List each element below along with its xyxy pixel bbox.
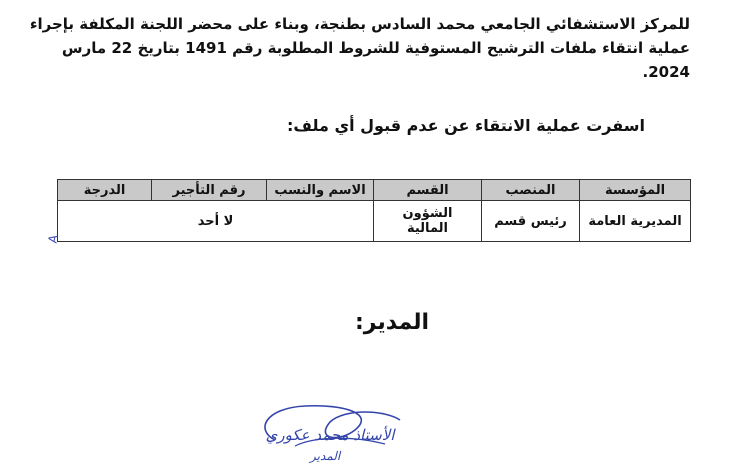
cell-department: الشؤون المالية [374, 201, 482, 242]
paragraph-line-3: 2024. [642, 63, 690, 81]
header-position: المنصب [482, 180, 580, 201]
paragraph-line-2: عملية انتقاء ملفات الترشيح المستوفية للشروط المطلوبة رقم 1491 بتاريخ 22 مارس [61, 39, 690, 57]
header-payroll-number: رقم التأجير [152, 180, 267, 201]
cell-position: رئيس قسم [482, 201, 580, 242]
header-grade: الدرجة [58, 180, 152, 201]
body-paragraph [29, 12, 690, 84]
outcome-heading: اسفرت عملية الانتقاء عن عدم قبول أي ملف: [286, 116, 645, 135]
cell-institution: المديرية العامة [580, 201, 691, 242]
signature-name: الأستاذ محمد عكوري [265, 426, 395, 444]
table-row [58, 201, 691, 242]
cut-off-top-line [70, 0, 690, 4]
signature-title: المدير [310, 449, 341, 463]
director-label: المدير: [355, 310, 430, 335]
table-header-row [58, 180, 691, 201]
header-department: القسم [374, 180, 482, 201]
paragraph-line-1: للمركز الاستشفائي الجامعي محمد السادس بطنجة، وبناء على محضر اللجنة المكلفة بإجراء [29, 15, 690, 33]
margin-initial-mark: A [45, 233, 61, 245]
results-table [57, 179, 691, 242]
header-institution: المؤسسة [580, 180, 691, 201]
cell-none: لا أحد [58, 201, 374, 242]
header-name: الاسم والنسب [267, 180, 374, 201]
